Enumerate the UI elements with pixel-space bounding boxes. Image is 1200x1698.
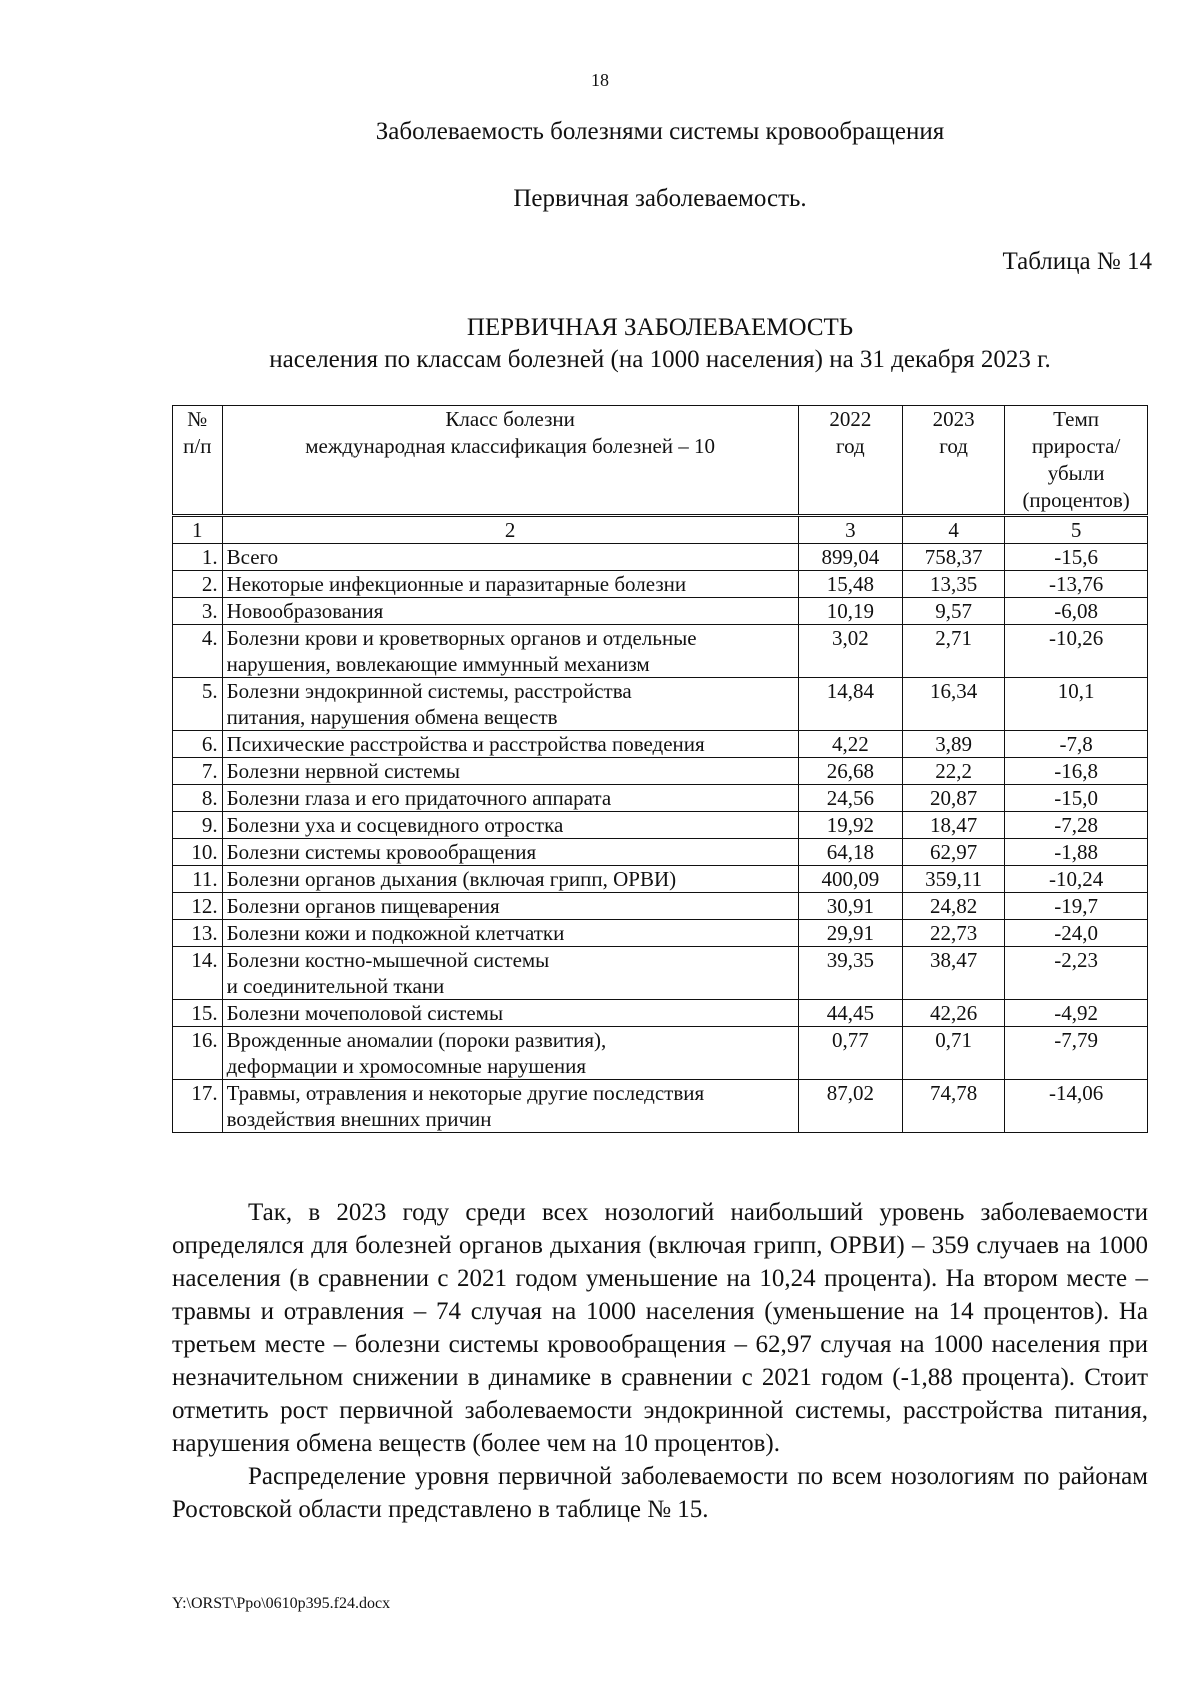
disease-class-line: Новообразования	[226, 599, 384, 623]
disease-class-line: Болезни органов дыхания (включая грипп, ОРВИ)	[226, 867, 677, 891]
growth-rate: -1,88	[1005, 839, 1148, 866]
table-row	[173, 731, 1148, 758]
growth-rate: -24,0	[1005, 920, 1148, 947]
disease-class-line: Травмы, отравления и некоторые другие последствия	[226, 1081, 705, 1105]
header-2023-line: 2023	[932, 407, 975, 431]
table-row	[173, 866, 1148, 893]
header-rate-line: прироста/	[1031, 434, 1121, 458]
table-body	[173, 516, 1148, 1133]
value-2022: 0,77	[798, 1027, 902, 1080]
disease-class-line: Болезни кожи и подкожной клетчатки	[226, 921, 565, 945]
value-2023: 42,26	[902, 1000, 1004, 1027]
table-row	[173, 544, 1148, 571]
header-rate-line: убыли	[1047, 461, 1105, 485]
paragraph: Так, в 2023 году среди всех нозологий наибольший уровень заболеваемости определялся для болезней органов дыхания (включая грипп, ОРВИ) – 359 случаев на 1000 населения (в сравнении с 2021 годом уменьшение на 10,24 процента). На втором месте – травмы и отравления – 74 случая на 1000 населения (уменьшение на 14 процентов). На третьем месте – болезни системы кровообращения – 62,97 случая на 1000 населения при незначительном снижении в динамике в сравнении с 2021 годом (-1,88 процента). Стоит отметить рост первичной заболеваемости эндокринной системы, расстройства питания, нарушения обмена веществ (более чем на 10 процентов).	[172, 1199, 1148, 1457]
disease-class-line: Некоторые инфекционные и паразитарные болезни	[226, 572, 687, 596]
disease-class-line: воздействия внешних причин	[226, 1107, 492, 1131]
header-class	[222, 406, 798, 516]
growth-rate: -4,92	[1005, 1000, 1148, 1027]
table-row	[173, 598, 1148, 625]
value-2022: 87,02	[798, 1080, 902, 1133]
value-2022: 4,22	[798, 731, 902, 758]
value-2022: 14,84	[798, 678, 902, 731]
table-header-row	[173, 406, 1148, 516]
growth-rate: -7,8	[1005, 731, 1148, 758]
disease-class-line: нарушения, вовлекающие иммунный механизм	[226, 652, 650, 676]
value-2022: 19,92	[798, 812, 902, 839]
growth-rate: -14,06	[1005, 1080, 1148, 1133]
value-2022: 44,45	[798, 1000, 902, 1027]
header-class-line: Класс болезни	[445, 407, 575, 431]
disease-class	[222, 678, 798, 731]
value-2023: 62,97	[902, 839, 1004, 866]
table-row	[173, 839, 1148, 866]
table-title	[0, 312, 1200, 376]
value-2023: 16,34	[902, 678, 1004, 731]
value-2023: 2,71	[902, 625, 1004, 678]
header-num-line: №	[187, 407, 208, 431]
row-number: 8.	[173, 785, 223, 812]
value-2023: 24,82	[902, 893, 1004, 920]
header-rate-line: (процентов)	[1022, 488, 1130, 512]
disease-class	[222, 1080, 798, 1133]
row-number: 17.	[173, 1080, 223, 1133]
growth-rate: -10,24	[1005, 866, 1148, 893]
disease-class	[222, 598, 798, 625]
value-2023: 20,87	[902, 785, 1004, 812]
page-number: 18	[591, 70, 609, 90]
growth-rate: -15,0	[1005, 785, 1148, 812]
row-number: 14.	[173, 947, 223, 1000]
table-title-line-2: населения по классам болезней (на 1000 населения) на 31 декабря 2023 г.	[269, 346, 1051, 373]
header-num-line: п/п	[183, 434, 212, 458]
growth-rate: -7,28	[1005, 812, 1148, 839]
value-2023: 9,57	[902, 598, 1004, 625]
table-number: Таблица № 14	[1002, 248, 1152, 275]
header-num	[173, 406, 223, 516]
disease-class	[222, 839, 798, 866]
header-class-line: международная классификация болезней – 10	[305, 434, 716, 458]
disease-class	[222, 625, 798, 678]
growth-rate: -7,79	[1005, 1027, 1148, 1080]
disease-class	[222, 1027, 798, 1080]
value-2023: 22,2	[902, 758, 1004, 785]
table-row	[173, 785, 1148, 812]
value-2022: 24,56	[798, 785, 902, 812]
header-2023	[902, 406, 1004, 516]
header-2023-line: год	[939, 434, 968, 458]
row-number: 1.	[173, 544, 223, 571]
disease-class-line: и соединительной ткани	[226, 974, 445, 998]
row-number: 9.	[173, 812, 223, 839]
value-2023: 18,47	[902, 812, 1004, 839]
growth-rate: -10,26	[1005, 625, 1148, 678]
disease-class	[222, 571, 798, 598]
disease-class	[222, 812, 798, 839]
disease-class-line: Врожденные аномалии (пороки развития),	[226, 1028, 607, 1052]
table-row	[173, 571, 1148, 598]
header-2022-line: 2022	[829, 407, 872, 431]
value-2022: 3,02	[798, 625, 902, 678]
value-2023: 22,73	[902, 920, 1004, 947]
growth-rate: -6,08	[1005, 598, 1148, 625]
row-number: 10.	[173, 839, 223, 866]
row-number: 2.	[173, 571, 223, 598]
disease-class	[222, 947, 798, 1000]
row-number: 6.	[173, 731, 223, 758]
row-number: 13.	[173, 920, 223, 947]
disease-class	[222, 893, 798, 920]
disease-class-line: Болезни крови и кроветворных органов и отдельные	[226, 626, 697, 650]
disease-class-line: питания, нарушения обмена веществ	[226, 705, 558, 729]
growth-rate: -15,6	[1005, 544, 1148, 571]
disease-class-line: Болезни глаза и его придаточного аппарата	[226, 786, 612, 810]
growth-rate: -2,23	[1005, 947, 1148, 1000]
disease-class-line: Болезни органов пищеварения	[226, 894, 500, 918]
value-2022: 39,35	[798, 947, 902, 1000]
disease-class-line: Психические расстройства и расстройства поведения	[226, 732, 705, 756]
growth-rate: -13,76	[1005, 571, 1148, 598]
disease-class-line: Всего	[226, 545, 279, 569]
disease-class	[222, 785, 798, 812]
column-index-cell: 2	[222, 516, 798, 544]
table-row	[173, 678, 1148, 731]
morbidity-table	[172, 405, 1148, 1133]
growth-rate: -16,8	[1005, 758, 1148, 785]
disease-class	[222, 731, 798, 758]
value-2022: 29,91	[798, 920, 902, 947]
table-row	[173, 1027, 1148, 1080]
subsection-heading: Первичная заболеваемость.	[513, 185, 807, 212]
table-row	[173, 947, 1148, 1000]
header-2022	[798, 406, 902, 516]
value-2022: 400,09	[798, 866, 902, 893]
table-row	[173, 1000, 1148, 1027]
disease-class-line: Болезни уха и сосцевидного отростка	[226, 813, 564, 837]
value-2023: 0,71	[902, 1027, 1004, 1080]
disease-class	[222, 1000, 798, 1027]
table-row	[173, 625, 1148, 678]
table-row	[173, 893, 1148, 920]
column-index-cell: 1	[173, 516, 223, 544]
footer-file-path: Y:\ORST\Ppo\0610p395.f24.docx	[172, 1595, 391, 1612]
row-number: 12.	[173, 893, 223, 920]
header-rate-line: Темп	[1053, 407, 1100, 431]
disease-class	[222, 758, 798, 785]
disease-class-line: Болезни костно-мышечной системы	[226, 948, 550, 972]
row-number: 16.	[173, 1027, 223, 1080]
column-index-row	[173, 516, 1148, 544]
growth-rate: -19,7	[1005, 893, 1148, 920]
value-2023: 13,35	[902, 571, 1004, 598]
disease-class	[222, 544, 798, 571]
value-2022: 30,91	[798, 893, 902, 920]
disease-class-line: Болезни нервной системы	[226, 759, 460, 783]
value-2023: 758,37	[902, 544, 1004, 571]
column-index-cell: 5	[1005, 516, 1148, 544]
value-2022: 15,48	[798, 571, 902, 598]
table-row	[173, 1080, 1148, 1133]
value-2022: 10,19	[798, 598, 902, 625]
column-index-cell: 4	[902, 516, 1004, 544]
paragraph: Распределение уровня первичной заболеваемости по всем нозологиям по районам Ростовской области представлено в таблице № 15.	[172, 1463, 1148, 1523]
body-text	[172, 1196, 1148, 1526]
row-number: 4.	[173, 625, 223, 678]
header-growth-rate	[1005, 406, 1148, 516]
table-title-line-1: ПЕРВИЧНАЯ ЗАБОЛЕВАЕМОСТЬ	[466, 314, 854, 341]
disease-class-line: Болезни мочеполовой системы	[226, 1001, 504, 1025]
row-number: 7.	[173, 758, 223, 785]
row-number: 3.	[173, 598, 223, 625]
value-2023: 38,47	[902, 947, 1004, 1000]
disease-class	[222, 920, 798, 947]
disease-class-line: Болезни эндокринной системы, расстройства	[226, 679, 632, 703]
row-number: 11.	[173, 866, 223, 893]
disease-class-line: Болезни системы кровообращения	[226, 840, 537, 864]
value-2022: 26,68	[798, 758, 902, 785]
section-heading: Заболеваемость болезнями системы кровообращения	[375, 118, 945, 145]
value-2023: 359,11	[902, 866, 1004, 893]
disease-class-line: деформации и хромосомные нарушения	[226, 1054, 587, 1078]
table-row	[173, 812, 1148, 839]
table-row	[173, 920, 1148, 947]
growth-rate: 10,1	[1005, 678, 1148, 731]
header-2022-line: год	[835, 434, 865, 458]
row-number: 15.	[173, 1000, 223, 1027]
row-number: 5.	[173, 678, 223, 731]
value-2023: 3,89	[902, 731, 1004, 758]
value-2023: 74,78	[902, 1080, 1004, 1133]
value-2022: 899,04	[798, 544, 902, 571]
column-index-cell: 3	[798, 516, 902, 544]
table-row	[173, 758, 1148, 785]
disease-class	[222, 866, 798, 893]
value-2022: 64,18	[798, 839, 902, 866]
